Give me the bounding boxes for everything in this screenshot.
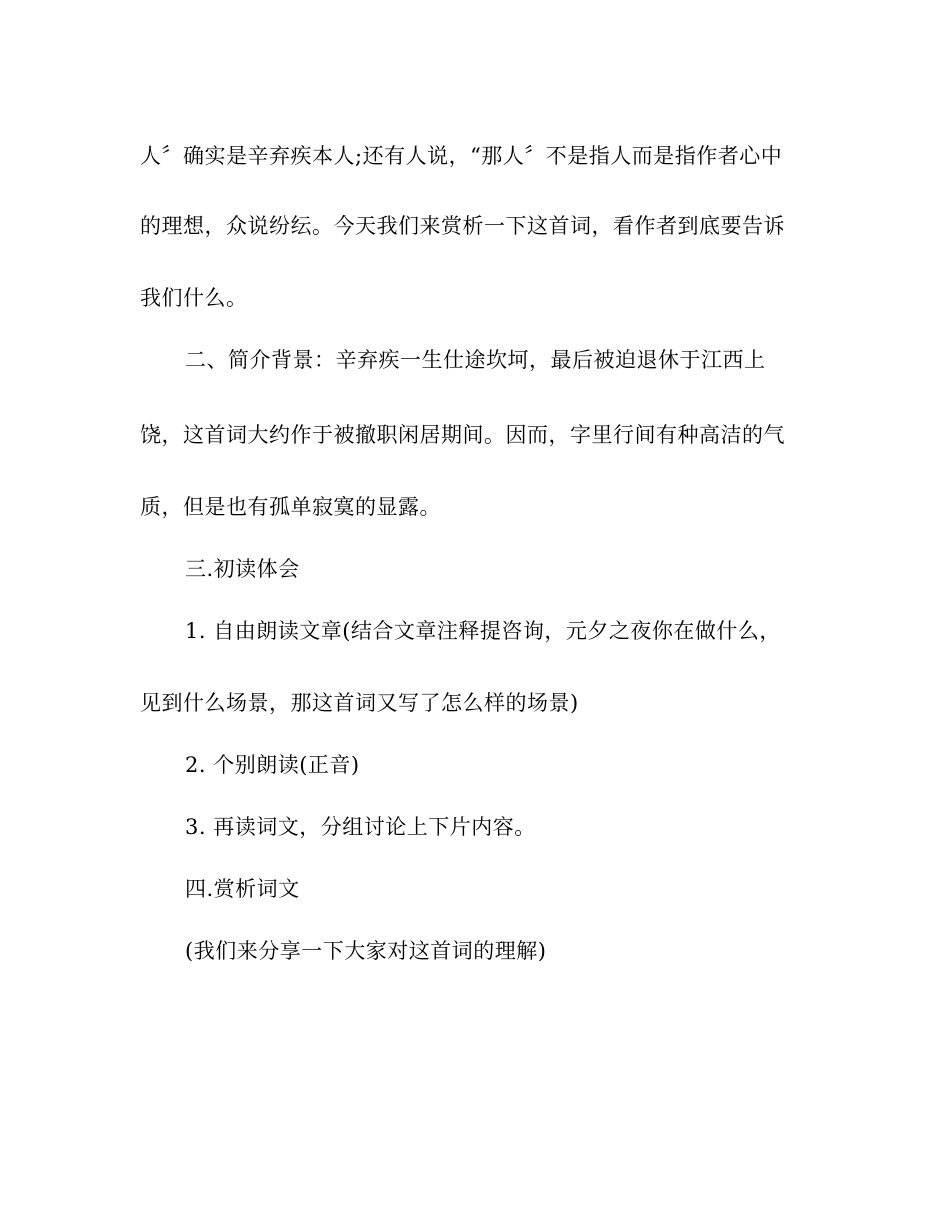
paragraph-line: 饶，这首词大约作于被撤职闲居期间。因而，字里行间有种高洁的气: [140, 423, 785, 447]
paragraph-line: 我们什么。: [140, 286, 248, 310]
paragraph-line: 的理想，众说纷纭。今天我们来赏析一下这首词，看作者到底要告诉: [140, 214, 785, 238]
paragraph-line: 人〞确实是辛弃疾本人;还有人说，“那人〞不是指人而是指作者心中: [140, 144, 783, 168]
paragraph-line: 见到什么场景，那这首词又写了怎么样的场景): [140, 691, 579, 715]
list-item-3: 3. 再读词文，分组讨论上下片内容。: [185, 815, 536, 839]
section-heading-analysis: 四.赏析词文: [185, 877, 300, 901]
list-item-1: 1. 自由朗读文章(结合文章注释提咨询，元夕之夜你在做什么，: [185, 619, 781, 643]
paragraph-line: 质，但是也有孤单寂寞的显露。: [140, 495, 441, 519]
paragraph-line: (我们来分享一下大家对这首词的理解): [185, 939, 547, 963]
section-heading-first-reading: 三.初读体会: [185, 557, 300, 581]
list-item-2: 2. 个别朗读(正音): [185, 753, 360, 777]
section-heading-background: 二、简介背景：辛弃疾一生仕途坎坷，最后被迫退休于江西上: [185, 348, 766, 372]
